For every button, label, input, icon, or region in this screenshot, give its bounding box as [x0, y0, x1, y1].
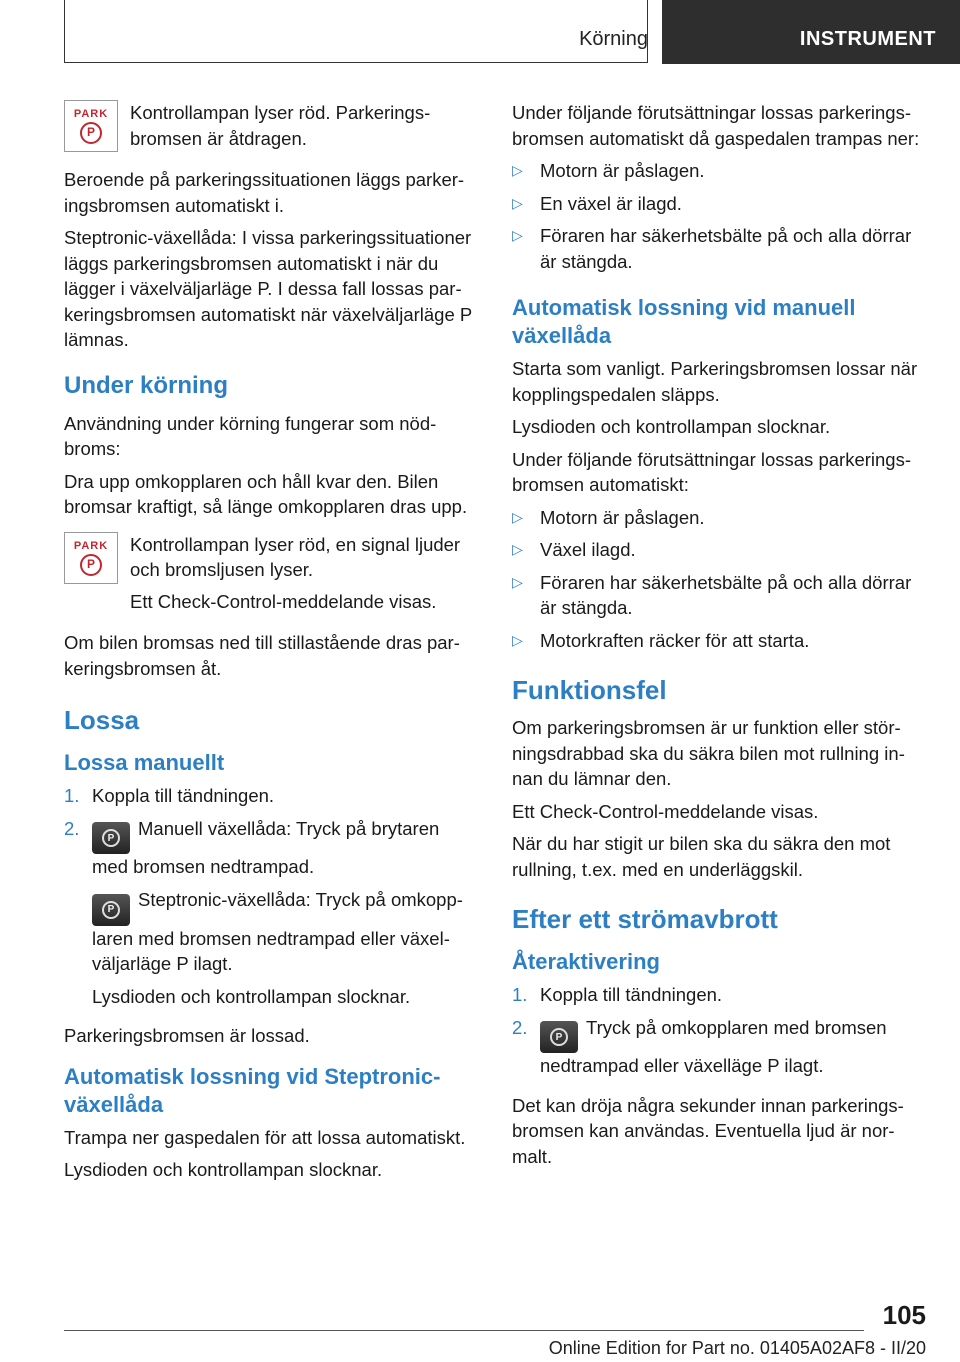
- heading-lossa-manuellt: Lossa manuellt: [64, 750, 225, 775]
- list-item: ▷ Växel ilagd.: [512, 539, 636, 560]
- list-item: ▷ Motorn är påslagen.: [512, 160, 705, 181]
- heading-auto-manual: Automatisk lossning vid manuell växellåda: [512, 295, 856, 348]
- footer-edition: Online Edition for Part no. 01405A02AF8 - II/20: [548, 1338, 926, 1358]
- paragraph: Under följande förutsättningar lossas parkeringsbromsen automatiskt då gaspedalen trampas ner:: [512, 102, 920, 149]
- paragraph: Om parkeringsbromsen är ur funktion eller störningsdrabbad ska du säkra bilen mot rullning innan du lämnar den.: [512, 717, 905, 789]
- paragraph: Beroende på parkeringssituationen läggs parkeringsbromsen automatiskt i.: [64, 169, 465, 216]
- heading-stromavbrott: Efter ett strömavbrott: [512, 904, 778, 934]
- right-column: [512, 100, 926, 1176]
- footer-divider: [64, 1330, 864, 1331]
- park-note: [64, 100, 478, 157]
- paragraph: Starta som vanligt. Parkeringsbromsen lossar när kopplingspedalen släpps.: [512, 358, 918, 405]
- parking-brake-button-icon: P: [540, 1021, 578, 1053]
- list-item: 2. P Tryck på omkopplaren med bromsen nedtrampad eller växelläge P ilagt.: [512, 1016, 887, 1077]
- list-item: ▷ Motorn är påslagen.: [512, 506, 705, 528]
- note-text: Ett Check-Control-meddelande visas.: [130, 590, 437, 612]
- paragraph: Lysdioden och kontrollampan slocknar.: [64, 1159, 383, 1180]
- heading-auto-steptronic: Automatisk lossning vid Steptronic-växellåda: [64, 1063, 441, 1117]
- paragraph: Användning under körning fungerar som nödbroms:: [64, 412, 437, 459]
- header-left-box: [64, 0, 648, 63]
- paragraph: Lysdioden och kontrollampan slocknar.: [512, 416, 831, 437]
- parking-brake-button-icon: P: [92, 822, 130, 854]
- paragraph: Steptronic-växellåda: I vissa parkeringssituationer läggs parkeringsbromsen automatiskt i när du lägger i växelväljarläge P. I dessa fall lossas parkeringsbromsen automatiskt när växelväljarläge P lämnas.: [64, 227, 472, 350]
- paragraph: Det kan dröja några sekunder innan parkeringsbromsen kan användas. Eventuella ljud är normalt.: [512, 1094, 904, 1167]
- park-note: [64, 532, 478, 621]
- note-text: Kontrollampan lyser röd, en signal ljuder och bromsljusen lyser.: [130, 533, 461, 580]
- heading-lossa: Lossa: [64, 705, 140, 735]
- page-number: 105: [882, 1300, 926, 1330]
- list-item: 2. P Manuell växellåda: Tryck på brytaren med bromsen nedtrampad. P Steptronic-växellåda: Tryck på omkopplaren med bromsen nedtrampad eller växelväljarläge P ilagt. Lysdioden och kontrollampan slocknar.: [64, 817, 463, 1007]
- list-item: 1. Koppla till tändningen.: [512, 984, 723, 1005]
- parking-brake-button-icon: P: [92, 894, 130, 926]
- park-warning-icon: PARK P: [64, 532, 118, 584]
- paragraph: Trampa ner gaspedalen för att lossa automatiskt.: [64, 1126, 466, 1148]
- heading-ateraktivering: Återaktivering: [512, 949, 660, 974]
- paragraph: Ett Check-Control-meddelande visas.: [512, 800, 819, 822]
- list-item: ▷ Föraren har säkerhetsbälte på och alla dörrar är stängda.: [512, 571, 912, 618]
- section-title: Körning: [579, 28, 648, 50]
- left-column: [64, 100, 478, 1190]
- chapter-tab: [662, 0, 960, 64]
- park-warning-icon: PARK P: [64, 100, 118, 152]
- list-item: ▷ Föraren har säkerhetsbälte på och alla dörrar är stängda.: [512, 225, 912, 272]
- note-text: Kontrollampan lyser röd. Parkeringsbromsen är åtdragen.: [130, 102, 431, 149]
- chapter-title: INSTRUMENT: [799, 28, 936, 50]
- paragraph: Parkeringsbromsen är lossad.: [64, 1025, 310, 1046]
- paragraph: Dra upp omkopplaren och håll kvar den. Bilen bromsar kraftigt, så länge omkopplaren dras upp.: [64, 470, 468, 517]
- list-item: ▷ Motorkraften räcker för att starta.: [512, 629, 810, 651]
- paragraph: Under följande förutsättningar lossas parkeringsbromsen automatiskt:: [512, 448, 911, 495]
- heading-under-korning: Under körning: [64, 371, 229, 399]
- paragraph: Om bilen bromsas ned till stillastående dras parkeringsbromsen åt.: [64, 632, 460, 679]
- list-item: 1. Koppla till tändningen.: [64, 785, 275, 806]
- heading-funktionsfel: Funktionsfel: [512, 675, 667, 705]
- paragraph: När du har stigit ur bilen ska du säkra den mot rullning, t.ex. med en underläggskil.: [512, 833, 891, 880]
- list-item: ▷ En växel är ilagd.: [512, 192, 682, 214]
